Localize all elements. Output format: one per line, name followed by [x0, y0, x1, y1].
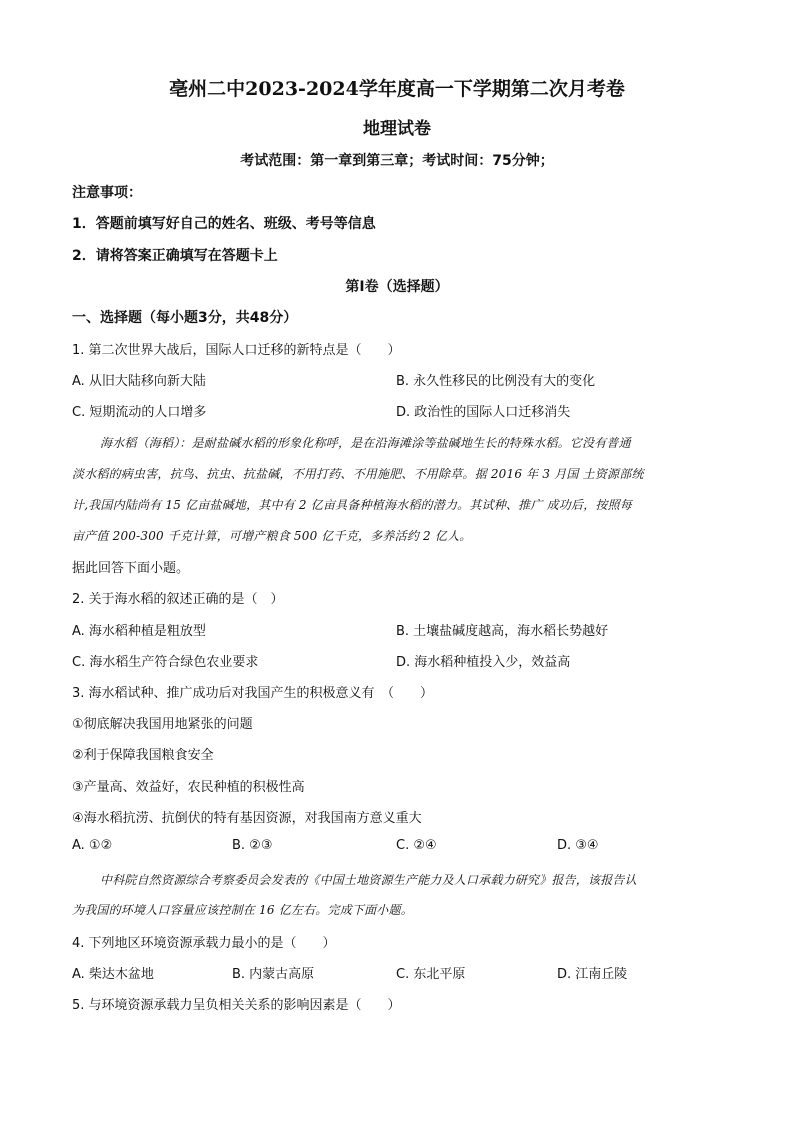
passage1-prompt: 据此回答下面小题。 [72, 561, 190, 576]
q4-option-d: D. 江南丘陵 [557, 967, 628, 982]
q3-option-b: B. ②③ [232, 838, 273, 853]
exam-title: 亳州二中2023-2024学年度高一下学期第二次月考卷 [169, 78, 625, 100]
notes-item-2: 2．请将答案正确填写在答题卡上 [72, 248, 278, 264]
exam-info: 考试范围：第一章到第三章；考试时间：75分钟； [240, 153, 554, 169]
q3-item-4: ④海水稻抗涝、抗倒伏的特有基因资源，对我国南方意义重大 [72, 811, 422, 826]
q3-item-3: ③产量高、效益好，农民种植的积极性高 [72, 780, 305, 795]
q2-option-b: B. 土壤盐碱度越高，海水稻长势越好 [396, 624, 609, 639]
q3-option-d: D. ③④ [557, 838, 599, 853]
q2-option-d: D. 海水稻种植投入少，效益高 [396, 655, 571, 670]
q1-option-d: D. 政治性的国际人口迁移消失 [396, 405, 571, 420]
q3-stem: 3. 海水稻试种、推广成功后对我国产生的积极意义有 （ ） [72, 686, 434, 701]
q2-stem: 2. 关于海水稻的叙述正确的是（ ） [72, 592, 284, 607]
q3-item-1: ①彻底解决我国用地紧张的问题 [72, 717, 253, 732]
q4-option-b: B. 内蒙古高原 [232, 967, 315, 982]
passage1-line-3: 计,我国内陆尚有 15 亿亩盐碱地，其中有 2 亿亩具备种植海水稻的潜力。其试种、推广 成功后，按照每 [72, 498, 632, 512]
part-heading: 一、选择题（每小题3分，共48分） [72, 310, 298, 326]
q2-option-c: C. 海水稻生产符合绿色农业要求 [72, 655, 259, 670]
passage1-line-1: 海水稻（海稻）：是耐盐碱水稻的形象化称呼，是在沿海滩涂等盐碱地生长的特殊水稻。它没有普通 [100, 436, 631, 450]
q5-stem: 5. 与环境资源承载力呈负相关关系的影响因素是（ ） [72, 998, 401, 1013]
q3-option-c: C. ②④ [396, 838, 437, 853]
q4-stem: 4. 下列地区环境资源承载力最小的是（ ） [72, 936, 336, 951]
subject-title: 地理试卷 [363, 119, 431, 139]
q1-option-a: A. 从旧大陆移向新大陆 [72, 374, 206, 389]
q2-option-a: A. 海水稻种植是粗放型 [72, 624, 206, 639]
q3-option-a: A. ①② [72, 838, 113, 853]
passage2-line-2: 为我国的环境人口容量应该控制在 16 亿左右。完成下面小题。 [72, 903, 413, 917]
q4-option-c: C. 东北平原 [396, 967, 466, 982]
passage2-line-1: 中科院自然资源综合考察委员会发表的《中国土地资源生产能力及人口承载力研究》报告，该报告认 [100, 873, 637, 887]
passage1-line-4: 亩产值 200-300 千克计算，可增产粮食 500 亿千克，多养活约 2 亿人。 [72, 529, 472, 543]
q1-option-c: C. 短期流动的人口增多 [72, 405, 207, 420]
q1-stem: 1. 第二次世界大战后，国际人口迁移的新特点是（ ） [72, 343, 401, 358]
notes-heading: 注意事项： [72, 185, 142, 201]
q4-option-a: A. 柴达木盆地 [72, 967, 154, 982]
passage1-line-2: 淡水稻的病虫害，抗鸟、抗虫、抗盐碱，不用打药、不用施肥、不用除草。据 2016 年 3 月国 土资源部统 [72, 467, 644, 481]
q3-item-2: ②利于保障我国粮食安全 [72, 748, 214, 763]
notes-item-1: 1．答题前填写好自己的姓名、班级、考号等信息 [72, 216, 376, 232]
q1-option-b: B. 永久性移民的比例没有大的变化 [396, 374, 596, 389]
volume-heading: 第Ⅰ卷（选择题） [345, 279, 449, 295]
